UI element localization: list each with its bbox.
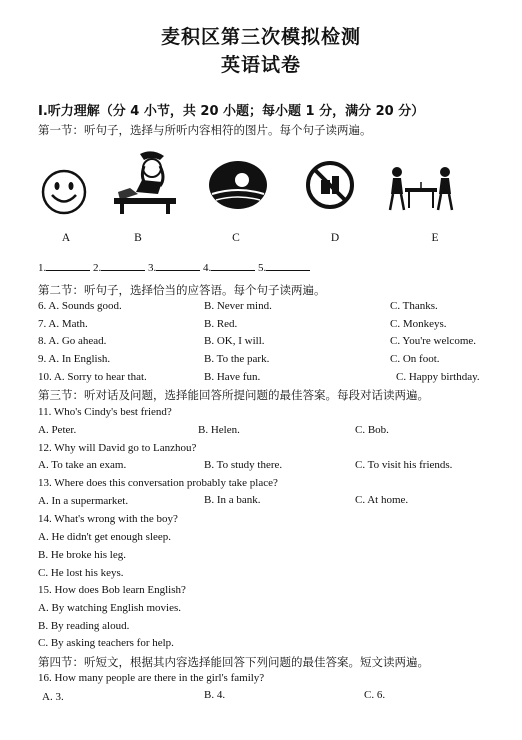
- q11-option-b: B. Helen.: [198, 424, 240, 436]
- picture-label-c: C: [232, 232, 240, 244]
- q9-option-c: C. On foot.: [390, 353, 440, 365]
- q11-option-a: A. Peter.: [38, 424, 77, 436]
- q8-option-a: 8. A. Go ahead.: [38, 335, 107, 347]
- q6-option-c: C. Thanks.: [390, 300, 438, 312]
- q12-option-a: A. To take an exam.: [38, 459, 127, 471]
- girl-reading-icon: [110, 148, 180, 216]
- q11-option-c: C. Bob.: [355, 424, 389, 436]
- q9-option-b: B. To the park.: [204, 353, 270, 365]
- q15-question: 15. How does Bob learn English?: [38, 584, 186, 596]
- q14-option-b: B. He broke his leg.: [38, 549, 126, 561]
- q14-option-a: A. He didn't get enough sleep.: [38, 531, 172, 543]
- q13-option-c: C. At home.: [355, 494, 409, 506]
- q8-option-c: C. You're welcome.: [390, 335, 477, 347]
- q10-option-b: B. Have fun.: [204, 371, 261, 383]
- q10-option-a: 10. A. Sorry to hear that.: [38, 371, 147, 383]
- answer-blank-4[interactable]: [211, 260, 255, 271]
- picture-label-d: D: [330, 232, 340, 244]
- answer-blank-2[interactable]: [101, 260, 145, 271]
- q9-option-a: 9. A. In English.: [38, 353, 111, 365]
- answer-blank-1[interactable]: [46, 260, 90, 271]
- q14-question: 14. What's wrong with the boy?: [38, 513, 178, 525]
- answer-blanks: [38, 260, 310, 274]
- q16-option-c: C. 6.: [364, 689, 386, 701]
- q16-question: 16. How many people are there in the girl's family?: [38, 672, 265, 684]
- section2-instruction: 第二节：听句子，选择恰当的应答语。每个句子读两遍。: [38, 283, 326, 297]
- q12-option-b: B. To study there.: [204, 459, 283, 471]
- section3-instruction: 第三节：听对话及问题，选择能回答所提问题的最佳答案。每段对话读两遍。: [38, 388, 429, 402]
- q14-option-c: C. He lost his keys.: [38, 567, 124, 579]
- section1-instruction: 第一节：听句子，选择与所听内容相符的图片。每个句子读两遍。: [38, 123, 372, 137]
- blank-label-1: 1.: [38, 262, 47, 274]
- q11-question: 11. Who's Cindy's best friend?: [38, 406, 172, 418]
- ping-pong-players-icon: [385, 164, 457, 214]
- q8-option-b: B. OK, I will.: [204, 335, 265, 347]
- q7-option-a: 7. A. Math.: [38, 318, 88, 330]
- blank-label-3: 3.: [148, 262, 157, 274]
- q7-option-b: B. Red.: [204, 318, 238, 330]
- q13-question: 13. Where does this conversation probably take place?: [38, 477, 278, 489]
- q10-option-c: C. Happy birthday.: [396, 371, 480, 383]
- q13-option-a: A. In a supermarket.: [38, 495, 129, 507]
- answer-blank-3[interactable]: [156, 260, 200, 271]
- blank-label-4: 4.: [203, 262, 212, 274]
- sun-over-landscape-icon: [208, 160, 268, 210]
- q15-option-b: B. By reading aloud.: [38, 620, 130, 632]
- answer-blank-5[interactable]: [266, 260, 310, 271]
- q6-option-a: 6. A. Sounds good.: [38, 300, 122, 312]
- q13-option-b: B. In a bank.: [204, 494, 261, 506]
- smiley-face-icon: [40, 168, 88, 216]
- q12-question: 12. Why will David go to Lanzhou?: [38, 442, 197, 454]
- exam-title: 麦积区第三次模拟检测: [160, 26, 361, 48]
- q16-option-a: A. 3.: [42, 691, 64, 703]
- q12-option-c: C. To visit his friends.: [355, 459, 453, 471]
- q15-option-a: A. By watching English movies.: [38, 602, 181, 614]
- blank-label-5: 5.: [258, 262, 267, 274]
- q15-option-c: C. By asking teachers for help.: [38, 637, 174, 649]
- picture-label-e: E: [431, 232, 439, 244]
- exam-subtitle: 英语试卷: [220, 54, 301, 76]
- picture-label-a: A: [61, 232, 71, 244]
- q16-option-b: B. 4.: [204, 689, 226, 701]
- section4-instruction: 第四节：听短文，根据其内容选择能回答下列问题的最佳答案。短文读两遍。: [38, 655, 429, 669]
- blank-label-2: 2.: [93, 262, 102, 274]
- q7-option-c: C. Monkeys.: [390, 318, 447, 330]
- q6-option-b: B. Never mind.: [204, 300, 272, 312]
- part1-heading: Ⅰ.听力理解（分 4 小节，共 20 小题；每小题 1 分，满分 20 分）: [38, 104, 425, 119]
- picture-label-b: B: [134, 232, 142, 244]
- no-food-drink-icon: [305, 160, 355, 210]
